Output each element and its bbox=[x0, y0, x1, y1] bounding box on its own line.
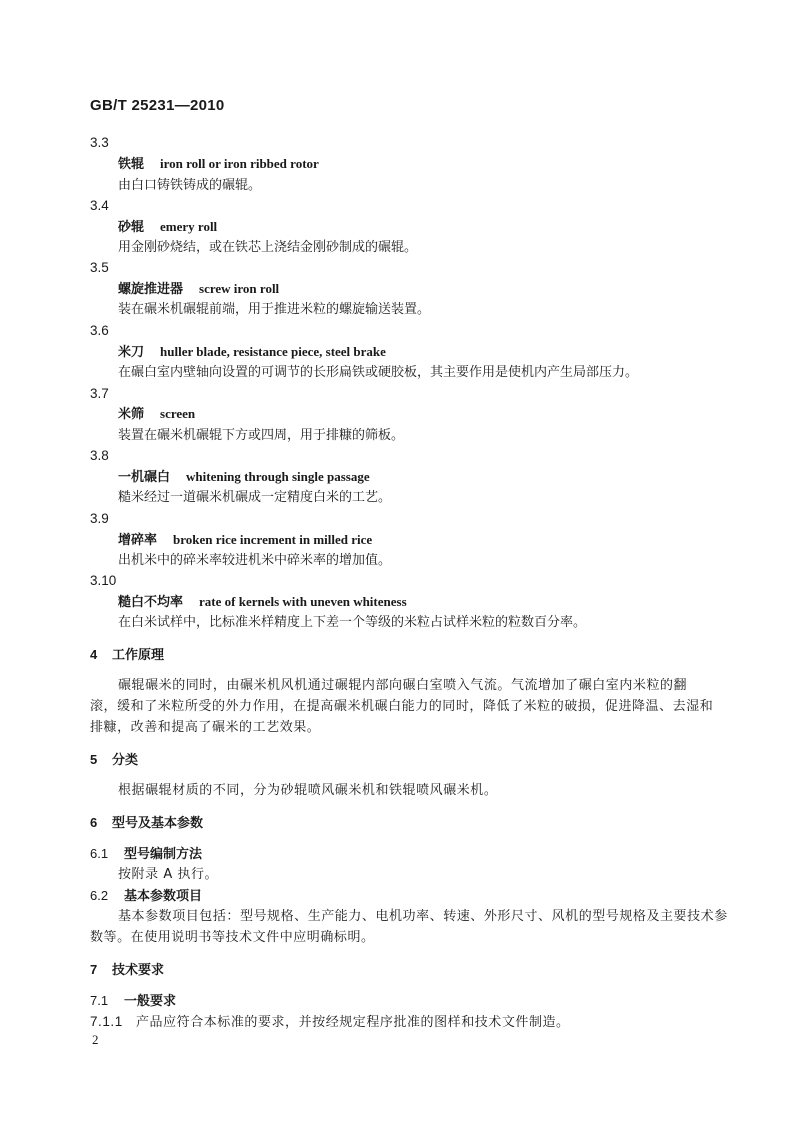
term-number: 3.3 bbox=[90, 135, 109, 150]
paragraph-line: 排糠，改善和提高了碾米的工艺效果。 bbox=[90, 720, 321, 735]
section-heading bbox=[90, 645, 164, 666]
term-heading bbox=[118, 404, 195, 425]
term-cn: 砂辊 bbox=[118, 220, 145, 235]
paragraph-line: 滚，缓和了米粒所受的外力作用，在提高碾米机碾白能力的同时，降低了米粒的破损，促进降温、去湿和 bbox=[90, 699, 714, 714]
subsection-number: 6.2 bbox=[90, 888, 109, 903]
subsection-title: 一般要求 bbox=[124, 994, 177, 1009]
term-en: iron roll or iron ribbed rotor bbox=[160, 156, 319, 171]
subsection-heading bbox=[90, 991, 176, 1012]
term-heading bbox=[118, 217, 217, 238]
clause-number: 7.1.1 bbox=[90, 1014, 123, 1029]
subsection-title: 型号编制方法 bbox=[124, 847, 203, 862]
section-heading bbox=[90, 750, 138, 771]
term-cn: 增碎率 bbox=[118, 533, 158, 548]
standard-code: GB/T 25231—2010 bbox=[90, 97, 225, 114]
subsection-number: 7.1 bbox=[90, 993, 109, 1008]
paragraph-line: 基本参数项目包括：型号规格、生产能力、电机功率、转速、外形尺寸、风机的型号规格及主要技术参 bbox=[118, 909, 728, 924]
paragraph-line: 碾辊碾米的同时，由碾米机风机通过碾辊内部向碾白室喷入气流。气流增加了碾白室内米粒的翻 bbox=[118, 678, 688, 693]
term-en: whitening through single passage bbox=[186, 469, 370, 484]
section-number: 5 bbox=[90, 752, 98, 767]
term-heading bbox=[118, 154, 319, 175]
paragraph-line: 按附录 A 执行。 bbox=[118, 867, 219, 882]
term-cn: 糙白不均率 bbox=[118, 595, 184, 610]
term-definition: 出机米中的碎米率较进机米中碎米率的增加值。 bbox=[118, 553, 392, 568]
term-cn: 米筛 bbox=[118, 407, 145, 422]
term-definition: 在碾白室内壁轴向设置的可调节的长形扁铁或硬胶板，其主要作用是使机内产生局部压力。 bbox=[118, 365, 639, 380]
term-en: screw iron roll bbox=[199, 281, 280, 296]
term-number: 3.9 bbox=[90, 511, 109, 526]
term-definition: 糙米经过一道碾米机碾成一定精度白米的工艺。 bbox=[118, 490, 392, 505]
term-en: rate of kernels with uneven whiteness bbox=[199, 594, 407, 609]
term-en: emery roll bbox=[160, 219, 218, 234]
term-number: 3.10 bbox=[90, 573, 117, 588]
term-definition: 用金刚砂烧结，或在铁芯上浇结金刚砂制成的碾辊。 bbox=[118, 240, 418, 255]
section-number: 4 bbox=[90, 647, 98, 662]
term-cn: 一机碾白 bbox=[118, 470, 171, 485]
subsection-heading bbox=[90, 886, 202, 907]
term-en: huller blade, resistance piece, steel brake bbox=[160, 344, 386, 359]
paragraph-line: 根据碾辊材质的不同，分为砂辊喷风碾米机和铁辊喷风碾米机。 bbox=[118, 783, 498, 798]
clause-text: 产品应符合本标准的要求，并按经规定程序批准的图样和技术文件制造。 bbox=[136, 1015, 570, 1030]
paragraph-line: 数等。在使用说明书等技术文件中应明确标明。 bbox=[90, 930, 375, 945]
section-title: 分类 bbox=[112, 753, 139, 768]
subsection-title: 基本参数项目 bbox=[124, 889, 203, 904]
term-heading bbox=[118, 342, 386, 363]
term-en: broken rice increment in milled rice bbox=[173, 532, 373, 547]
section-number: 7 bbox=[90, 962, 98, 977]
term-heading bbox=[118, 530, 372, 551]
term-cn: 螺旋推进器 bbox=[118, 282, 184, 297]
section-title: 技术要求 bbox=[112, 963, 165, 978]
section-heading bbox=[90, 960, 164, 981]
term-number: 3.8 bbox=[90, 448, 109, 463]
section-number: 6 bbox=[90, 815, 98, 830]
section-title: 型号及基本参数 bbox=[112, 816, 204, 831]
term-heading bbox=[118, 279, 279, 300]
term-cn: 米刀 bbox=[118, 345, 145, 360]
term-cn: 铁辊 bbox=[118, 157, 145, 172]
subsection-number: 6.1 bbox=[90, 846, 109, 861]
term-number: 3.7 bbox=[90, 386, 109, 401]
section-title: 工作原理 bbox=[112, 648, 165, 663]
term-definition: 由白口铸铁铸成的碾辊。 bbox=[118, 178, 262, 193]
term-definition: 装置在碾米机碾辊下方或四周，用于排糠的筛板。 bbox=[118, 428, 405, 443]
clause-line bbox=[90, 1012, 570, 1033]
term-number: 3.5 bbox=[90, 260, 109, 275]
term-definition: 装在碾米机碾辊前端，用于推进米粒的螺旋输送装置。 bbox=[118, 302, 431, 317]
term-number: 3.6 bbox=[90, 323, 109, 338]
section-heading bbox=[90, 813, 203, 834]
term-heading bbox=[118, 592, 407, 613]
term-en: screen bbox=[160, 406, 196, 421]
subsection-heading bbox=[90, 844, 202, 865]
page-number: 2 bbox=[92, 1032, 99, 1047]
term-definition: 在白米试样中，比标准米样精度上下差一个等级的米粒占试样米粒的粒数百分率。 bbox=[118, 615, 587, 630]
term-heading bbox=[118, 467, 370, 488]
term-number: 3.4 bbox=[90, 198, 109, 213]
